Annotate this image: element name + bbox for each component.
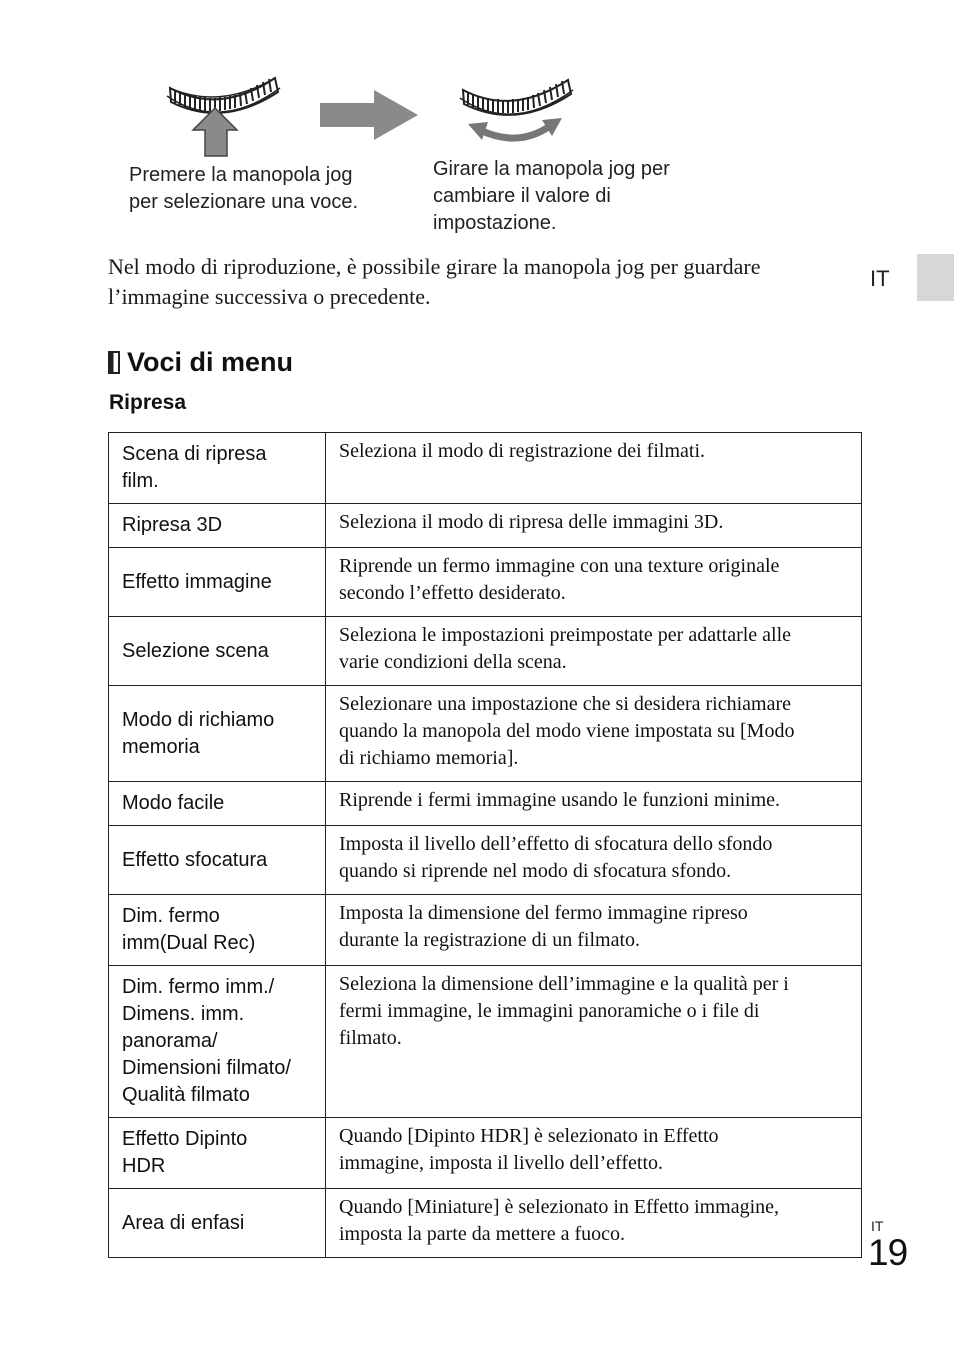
- menu-item-description-line: quando la manopola del modo viene impostata su [Modo: [339, 720, 795, 742]
- menu-item-name-line: Modo facile: [122, 792, 225, 814]
- caption-line: impostazione.: [433, 212, 557, 234]
- menu-item-name-line: Ripresa 3D: [122, 514, 223, 536]
- menu-item-name: [109, 504, 326, 548]
- intro-line: Nel modo di riproduzione, è possibile girare la manopola jog per guardare: [108, 254, 761, 279]
- menu-item-description-line: durante la registrazione di un filmato.: [339, 929, 641, 951]
- menu-item-name: [109, 433, 326, 504]
- turn-caption: [433, 156, 670, 237]
- table-row: [109, 548, 862, 617]
- table-row: [109, 686, 862, 782]
- menu-item-description: [326, 782, 862, 826]
- menu-item-description: [326, 433, 862, 504]
- section-heading: [108, 344, 293, 380]
- section-title: Voci di menu: [127, 346, 294, 377]
- menu-item-name: [109, 1189, 326, 1258]
- menu-item-description-line: fermi immagine, le immagini panoramiche o i file di: [339, 1000, 760, 1022]
- menu-item-name-line: Dimens. imm.: [122, 1003, 245, 1025]
- table-row: [109, 782, 862, 826]
- menu-item-description: [326, 686, 862, 782]
- menu-item-description-line: di richiamo memoria].: [339, 747, 519, 769]
- menu-item-name: [109, 617, 326, 686]
- menu-item-description: [326, 895, 862, 966]
- table-row: [109, 1118, 862, 1189]
- menu-item-name-line: Qualità filmato: [122, 1084, 250, 1106]
- jog-dial-press-icon: [165, 70, 285, 160]
- caption-line: cambiare il valore di: [433, 185, 611, 207]
- menu-item-description-line: Riprende un fermo immagine con una texture originale: [339, 555, 780, 577]
- menu-item-description-line: quando si riprende nel modo di sfocatura sfondo.: [339, 860, 732, 882]
- table-row: [109, 433, 862, 504]
- menu-item-name-line: Modo di richiamo: [122, 708, 275, 731]
- caption-line: per selezionare una voce.: [129, 191, 359, 213]
- menu-item-description: [326, 966, 862, 1118]
- caption-line: Premere la manopola jog: [129, 164, 353, 186]
- menu-item-name-line: panorama/: [122, 1030, 218, 1052]
- subsection-heading: Ripresa: [109, 391, 187, 414]
- menu-item-description-line: Seleziona le impostazioni preimpostate per adattarle alle: [339, 624, 792, 646]
- menu-item-name-line: Area di enfasi: [122, 1211, 245, 1234]
- table-row: [109, 1189, 862, 1258]
- menu-item-description-line: varie condizioni della scena.: [339, 651, 567, 673]
- menu-item-name-line: film.: [122, 470, 159, 492]
- table-row: [109, 966, 862, 1118]
- menu-item-description-line: Quando [Miniature] è selezionato in Effetto immagine,: [339, 1196, 780, 1218]
- section-marker-icon: [108, 351, 120, 374]
- menu-item-name: [109, 1118, 326, 1189]
- page-number: 19: [868, 1232, 908, 1273]
- menu-item-description-line: Quando [Dipinto HDR] è selezionato in Effetto: [339, 1125, 719, 1147]
- menu-item-description-line: Seleziona il modo di registrazione dei filmati.: [339, 440, 706, 462]
- page-language: IT: [871, 1218, 884, 1234]
- jog-dial-turn-icon: [458, 74, 578, 156]
- menu-item-name-line: Dim. fermo: [122, 905, 220, 927]
- menu-item-description: [326, 617, 862, 686]
- language-tab: [917, 254, 954, 301]
- table-row: [109, 504, 862, 548]
- menu-item-description-line: Selezionare una impostazione che si desidera richiamare: [339, 693, 792, 715]
- menu-item-name-line: Effetto sfocatura: [122, 848, 268, 871]
- menu-item-description-line: secondo l’effetto desiderato.: [339, 582, 566, 604]
- press-caption: [129, 162, 358, 216]
- intro-paragraph: [108, 252, 848, 312]
- menu-item-description-line: imposta la parte da mettere a fuoco.: [339, 1223, 625, 1245]
- menu-item-description: [326, 504, 862, 548]
- language-tab-label: IT: [870, 266, 890, 291]
- menu-item-description: [326, 548, 862, 617]
- menu-item-name: [109, 548, 326, 617]
- menu-item-name: [109, 895, 326, 966]
- menu-item-name: [109, 826, 326, 895]
- table-row: [109, 895, 862, 966]
- menu-item-description: [326, 1189, 862, 1258]
- menu-item-description-line: filmato.: [339, 1027, 402, 1049]
- menu-item-description-line: Seleziona il modo di ripresa delle immagini 3D.: [339, 511, 724, 533]
- menu-item-description: [326, 826, 862, 895]
- menu-item-description-line: Riprende i fermi immagine usando le funzioni minime.: [339, 789, 781, 811]
- table-row: [109, 617, 862, 686]
- menu-item-name-line: Scena di ripresa: [122, 443, 267, 465]
- menu-item-name: [109, 782, 326, 826]
- menu-item-description-line: Seleziona la dimensione dell’immagine e la qualità per i: [339, 973, 789, 995]
- menu-item-name-line: Selezione scena: [122, 639, 269, 662]
- menu-item-name-line: imm(Dual Rec): [122, 932, 256, 954]
- menu-item-name-line: HDR: [122, 1155, 166, 1177]
- menu-item-description: [326, 1118, 862, 1189]
- menu-item-name-line: Effetto immagine: [122, 570, 272, 593]
- menu-item-name-line: memoria: [122, 735, 200, 758]
- menu-item-name-line: Effetto Dipinto: [122, 1128, 248, 1150]
- table-row: [109, 826, 862, 895]
- menu-item-name-line: Dimensioni filmato/: [122, 1057, 291, 1079]
- menu-item-name: [109, 686, 326, 782]
- menu-item-description-line: Imposta il livello dell’effetto di sfocatura dello sfondo: [339, 833, 773, 855]
- intro-line: l’immagine successiva o precedente.: [108, 284, 431, 309]
- menu-items-table: [108, 432, 862, 1258]
- right-arrow-icon: [318, 88, 420, 142]
- menu-item-name: [109, 966, 326, 1118]
- menu-item-description-line: immagine, imposta il livello dell’effetto.: [339, 1152, 664, 1174]
- caption-line: Girare la manopola jog per: [433, 158, 670, 180]
- menu-item-name-line: Dim. fermo imm./: [122, 976, 275, 998]
- menu-item-description-line: Imposta la dimensione del fermo immagine ripreso: [339, 902, 748, 924]
